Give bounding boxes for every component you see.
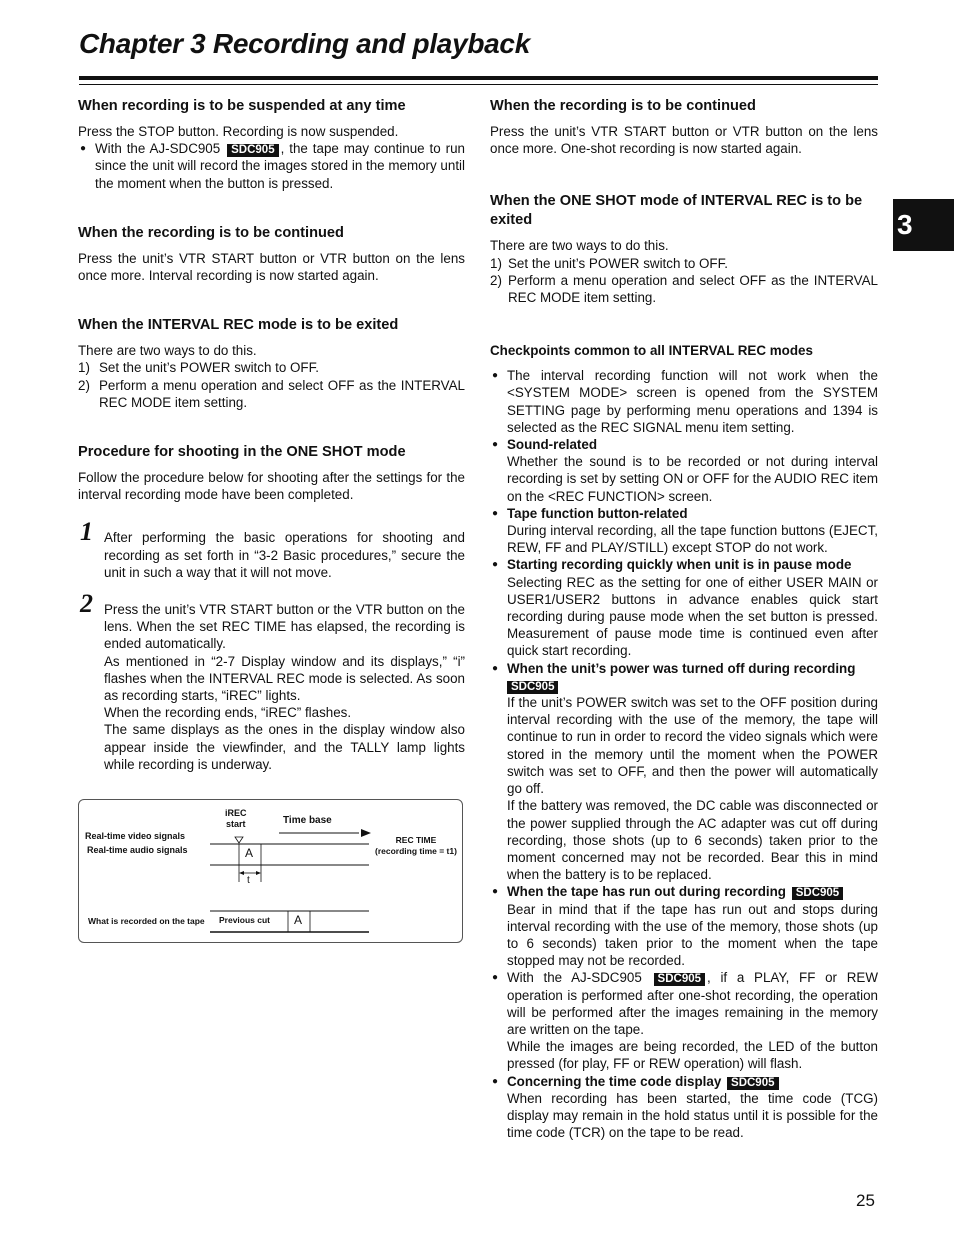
page-number: 25	[856, 1191, 875, 1210]
checkpoint-item	[490, 1073, 878, 1142]
time-base-arrow-head-icon	[361, 829, 371, 837]
step-text: When the recording ends, “iREC” flashes.	[104, 705, 352, 721]
time-base-label: Time base	[283, 815, 332, 827]
checkpoint-item	[490, 436, 878, 505]
segment-a-label: A	[245, 846, 254, 861]
checkpoint-text: If the unit’s POWER switch was set to the OFF position during interval recording with the use of the memory, the tape will continue to run in order to record the video signals which were stored in the memory until the moment when the POWER switch was set to OFF, and then the power will automatically go off.	[507, 695, 878, 797]
checkpoint-text: Whether the sound is to be recorded or not during interval recording is set by setting ON or OFF for the AUDIO REC item on the <REC FUNCTION> screen.	[507, 454, 878, 504]
bullet-icon: ●	[492, 559, 499, 571]
paragraph: Press the STOP button. Recording is now suspended.	[78, 124, 399, 139]
checkpoint-item	[490, 660, 878, 884]
numbered-item	[78, 377, 465, 411]
realtime-audio-label: Real-time audio signals	[87, 845, 188, 856]
previous-cut-label: Previous cut	[219, 915, 271, 926]
item-text: Set the unit’s POWER switch to OFF.	[508, 255, 729, 271]
checkpoint-text: The interval recording function will not work when the <SYSTEM MODE> screen is opened from the SYSTEM SETTING page by performing menu operations and 1394 is selected as the REC SIGNAL menu item setting.	[507, 368, 878, 435]
bullet-icon: ●	[492, 370, 499, 382]
section-title: When the INTERVAL REC mode is to be exited	[78, 317, 399, 334]
checkpoint-item	[490, 505, 878, 557]
recorded-on-tape-label: What is recorded on the tape	[88, 916, 205, 927]
irec-label-line1: iREC	[225, 808, 247, 819]
section-title: When the recording is to be continued	[78, 224, 344, 241]
checkpoint-title: Concerning the time code display	[507, 1073, 722, 1089]
checkpoint-title: When the tape has run out during recording	[507, 884, 786, 900]
irec-label-line2: start	[226, 819, 246, 830]
item-number: 2)	[78, 377, 90, 393]
bullet-text-post: , the tape may continue to run since the unit will record the images stored in the memory until the moment when the button is pressed.	[95, 141, 465, 191]
model-badge: SDC905	[727, 1077, 778, 1090]
section-one-shot-procedure	[78, 443, 465, 503]
item-number: 1)	[78, 360, 90, 376]
bullet-icon: ●	[492, 507, 499, 519]
step-text: Press the unit’s VTR START button or the VTR button on the lens. When the set REC TIME has elapsed, the recording is ended automatically.	[104, 602, 465, 652]
paragraph: There are two ways to do this.	[78, 343, 257, 359]
header-rule-thin	[79, 84, 878, 85]
section-one-shot-exit	[490, 192, 878, 306]
item-number: 1)	[490, 255, 502, 271]
section-exit-interval	[78, 316, 465, 411]
checkpoint-text: Bear in mind that if the tape has run out and stops during interval recording with the use of the memory, those shots (up to 6 seconds) taken prior to the moment when the tape stopped may not be recorded.	[507, 901, 878, 969]
rec-time-line1: REC TIME	[395, 835, 437, 846]
step-number: 1	[80, 517, 93, 547]
bullet-icon: ●	[492, 439, 499, 451]
step-text: As mentioned in “2-7 Display window and its displays,” “i” flashes when the INTERVAL REC mode is selected. As soon as recording starts, “iREC” lights.	[104, 653, 465, 704]
bullet-icon: ●	[492, 886, 499, 898]
item-number: 2)	[490, 272, 502, 288]
timing-diagram	[78, 799, 463, 943]
section-continue	[78, 224, 465, 284]
step-1	[78, 517, 465, 581]
checkpoint-item	[490, 969, 878, 1072]
checkpoint-text: Selecting REC as the setting for one of either USER MAIN or USER1/USER2 buttons in advance enables quick start recording during pause mode when the set button is pressed. Measurement of pause mode time is continued even after quick start recording.	[507, 574, 878, 659]
section-checkpoints	[490, 342, 878, 1141]
step-number: 2	[80, 589, 93, 619]
chapter-tab	[893, 199, 954, 251]
numbered-item	[490, 272, 878, 306]
bullet-item	[78, 140, 465, 192]
bullet-icon: ●	[492, 1075, 499, 1087]
bullet-icon: ●	[492, 662, 499, 674]
checkpoint-text: During interval recording, all the tape function buttons (EJECT, REW, FF and PLAY/STILL) except STOP do not work.	[507, 523, 878, 556]
bullet-icon: ●	[492, 972, 499, 984]
chapter-tab-number: 3	[897, 209, 913, 240]
duration-arrow-left-icon	[239, 871, 244, 875]
section-title: When the recording is to be continued	[490, 98, 756, 114]
chapter-title: Chapter 3 Recording and playback	[79, 28, 530, 59]
section-title: Checkpoints common to all INTERVAL REC modes	[490, 343, 813, 359]
model-badge: SDC905	[507, 681, 558, 694]
checkpoint-text: While the images are being recorded, the LED of the button pressed (for play, FF or REW operation) will flash.	[507, 1039, 878, 1072]
duration-t-label: t	[247, 875, 250, 887]
bullet-icon: ●	[80, 143, 87, 155]
checkpoint-title: Sound-related	[507, 437, 598, 453]
checkpoint-item	[490, 367, 878, 436]
irec-start-marker-icon	[235, 837, 243, 843]
section-title: When the ONE SHOT mode of INTERVAL REC is to be exited	[490, 193, 863, 229]
rec-time-line2: (recording time = t1)	[375, 846, 457, 857]
tape-segment-a-label: A	[294, 913, 303, 928]
paragraph: Press the unit’s VTR START button or VTR button on the lens once more. One-shot recording is now started again.	[490, 124, 878, 157]
step-text: The same displays as the ones in the display window also appear inside the viewfinder, and the TALLY lamp lights while recording is underway.	[104, 722, 465, 772]
duration-arrow-right-icon	[256, 871, 261, 875]
checkpoint-title: When the unit’s power was turned off during recording	[507, 660, 856, 676]
checkpoint-item	[490, 883, 878, 969]
header-rule-thick	[79, 76, 878, 80]
step-2	[78, 589, 465, 773]
left-column	[78, 97, 465, 943]
checkpoint-text: When recording has been started, the time code (TCG) display may remain in the hold status until it is possible for the time code (TCR) on the tape to be read.	[507, 1090, 878, 1141]
step-text: After performing the basic operations for shooting and recording as set forth in “3-2 Basic procedures,” secure the unit in such a way that it will not move.	[104, 530, 465, 580]
checkpoint-text-post: , if a PLAY, FF or REW operation is performed after one-shot recording, the operation will be performed after the images remaining in the memory are written on the tape.	[507, 970, 878, 1037]
numbered-item	[490, 255, 878, 272]
paragraph: There are two ways to do this.	[490, 238, 669, 254]
model-badge: SDC905	[227, 144, 278, 157]
bullet-text-pre: With the AJ-SDC905	[95, 141, 221, 157]
checkpoint-text-pre: With the AJ-SDC905	[507, 970, 642, 986]
checkpoint-text: If the battery was removed, the DC cable was disconnected or the power supplied through the AC adapter was cut off during recording, those shots (up to 6 seconds) taken prior to the moment concerned may not be recorded. Bear this in mind when the battery is to be replaced.	[507, 798, 878, 883]
section-one-shot-continue	[490, 97, 878, 157]
item-text: Set the unit’s POWER switch to OFF.	[99, 360, 320, 376]
checkpoint-title: Starting recording quickly when unit is in pause mode	[507, 557, 852, 573]
right-column	[490, 97, 878, 1141]
section-title: When recording is to be suspended at any time	[78, 98, 406, 114]
realtime-video-label: Real-time video signals	[85, 831, 186, 842]
section-title: Procedure for shooting in the ONE SHOT mode	[78, 444, 406, 461]
paragraph: Follow the procedure below for shooting after the settings for the interval recording mode have been completed.	[78, 470, 465, 503]
paragraph: Press the unit’s VTR START button or VTR button on the lens once more. Interval recording is now started again.	[78, 250, 465, 284]
item-text: Perform a menu operation and select OFF as the INTERVAL REC MODE item setting.	[99, 377, 465, 410]
model-badge: SDC905	[792, 887, 843, 900]
model-badge: SDC905	[654, 973, 705, 986]
diagram-lines	[79, 800, 464, 944]
checkpoint-item	[490, 556, 878, 659]
numbered-item	[78, 359, 465, 376]
item-text: Perform a menu operation and select OFF as the INTERVAL REC MODE item setting.	[508, 272, 878, 306]
section-suspend	[78, 97, 465, 192]
checkpoint-title: Tape function button-related	[507, 505, 688, 521]
